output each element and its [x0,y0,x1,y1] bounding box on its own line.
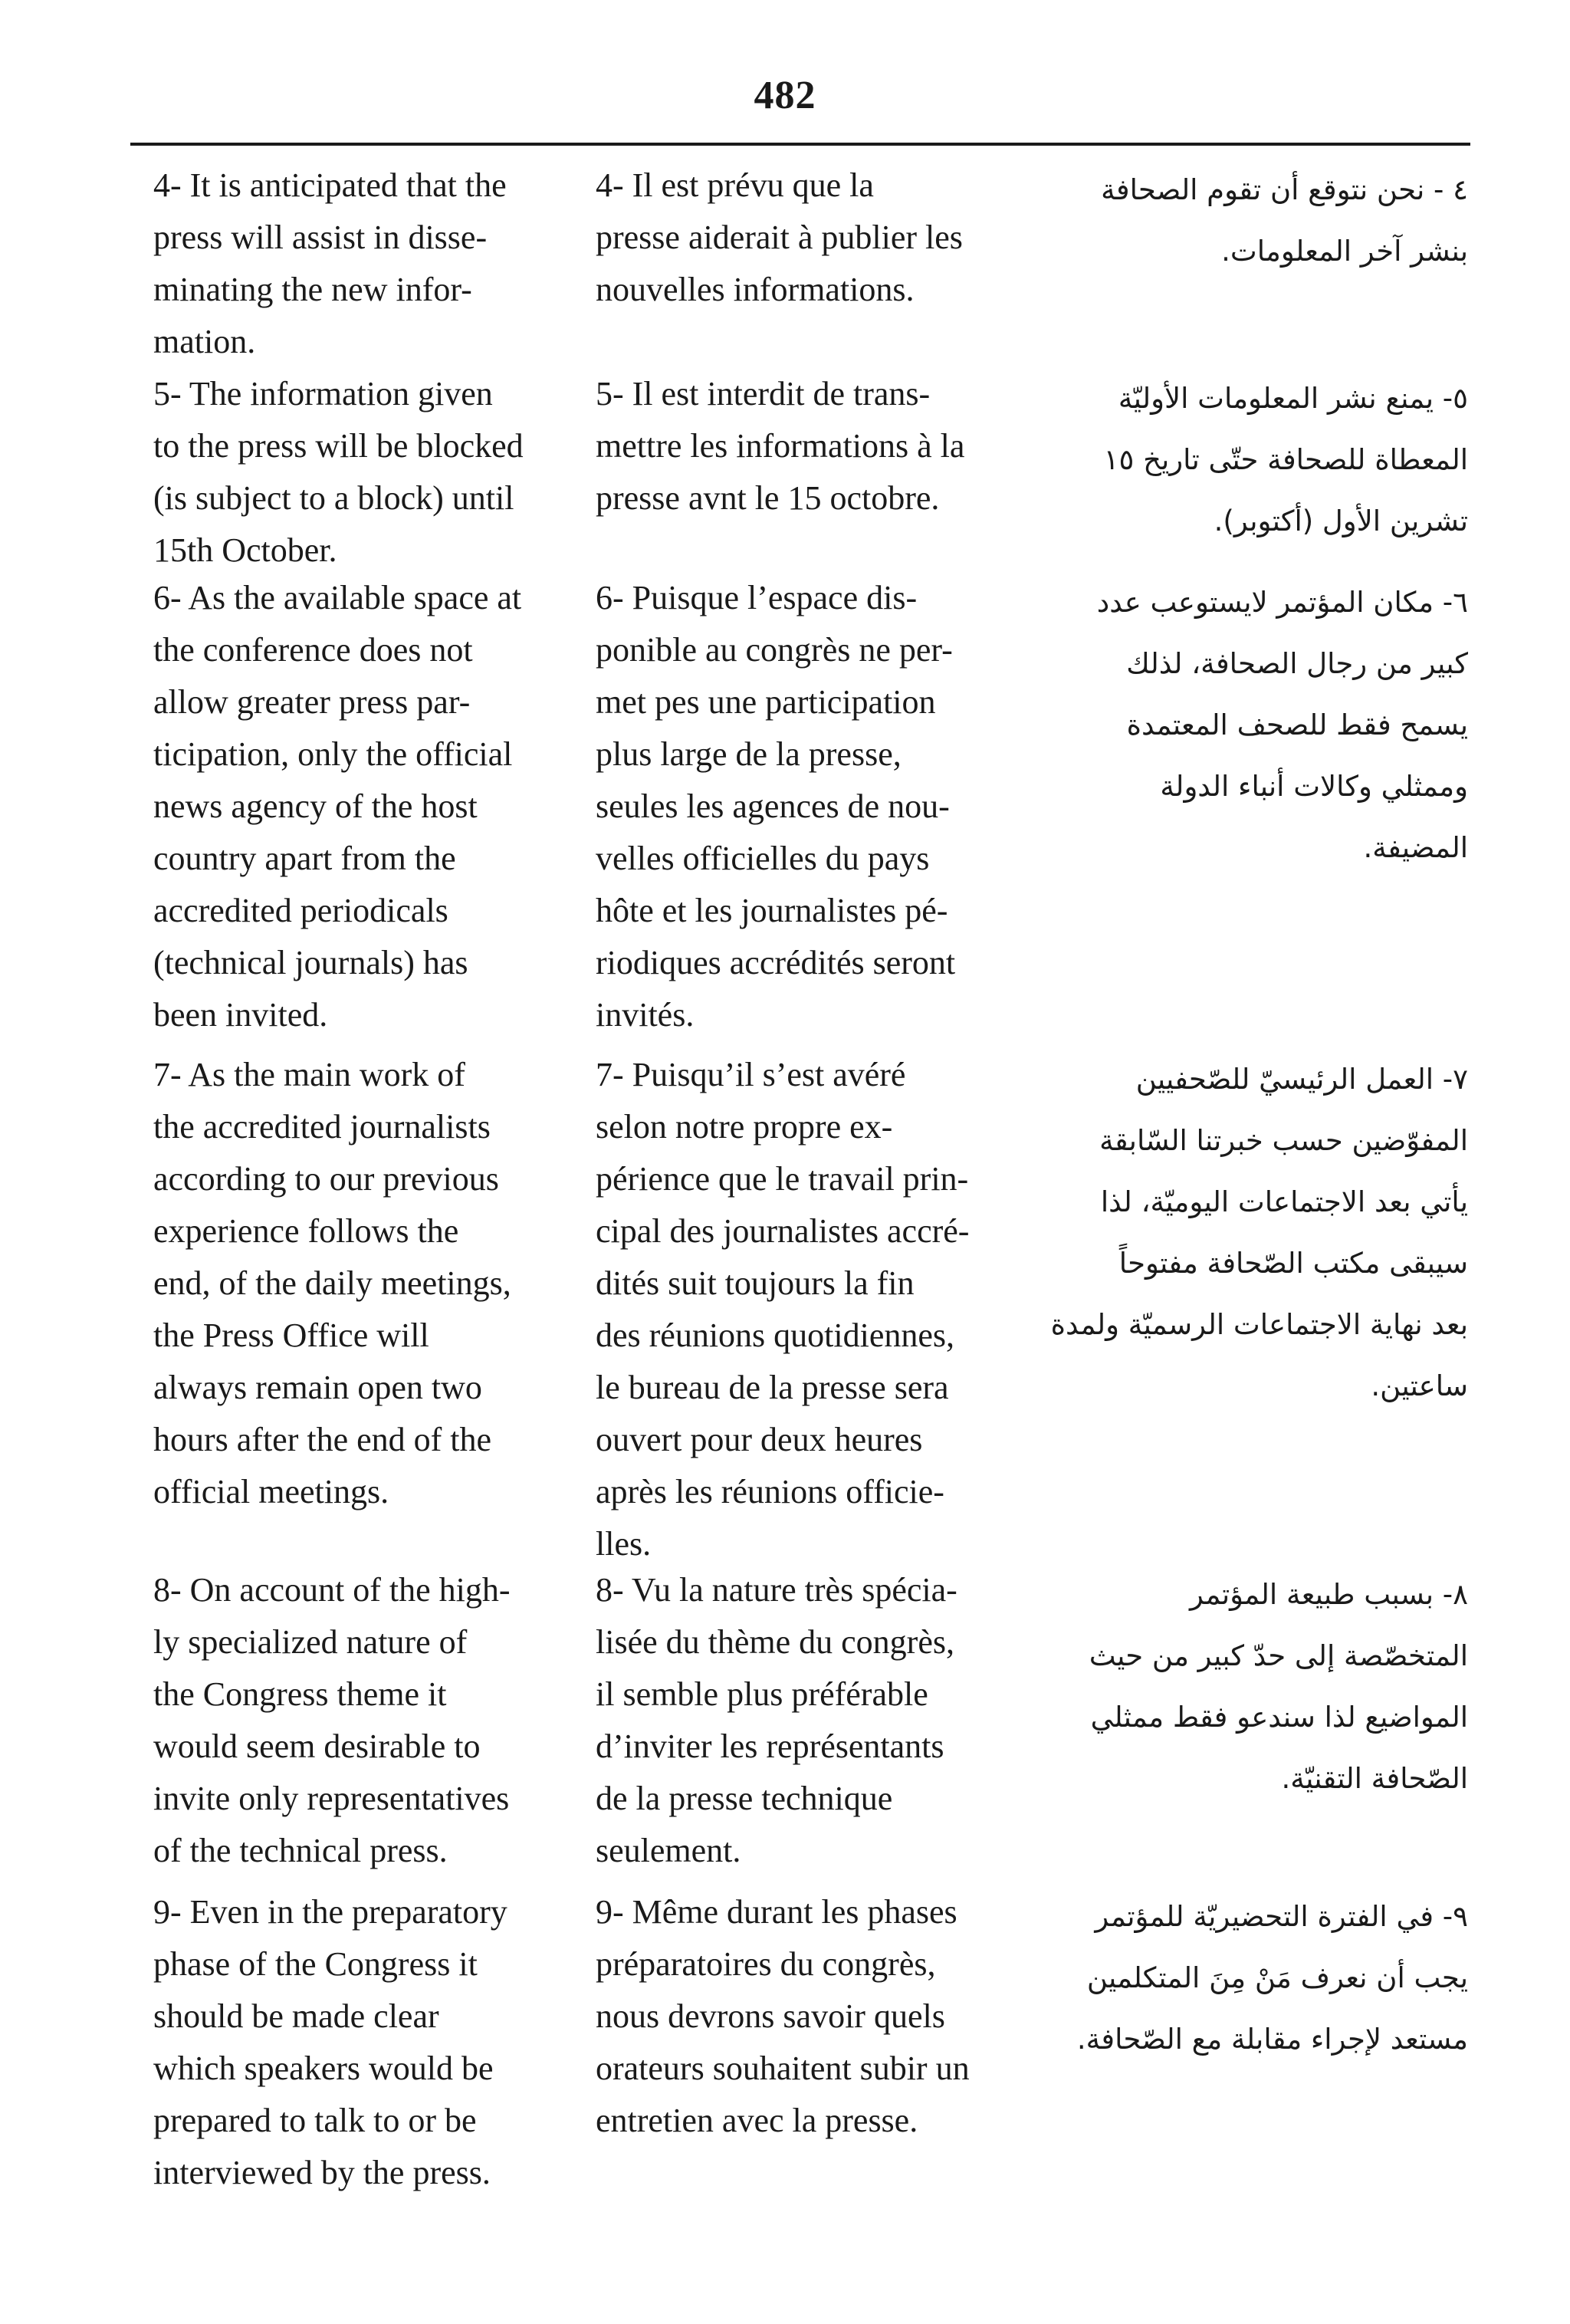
text-line: experience follows the [153,1212,459,1250]
text-line: ly specialized nature of [153,1623,468,1661]
text-line: ٨- بسبب طبيعة المؤتمر [1190,1578,1468,1611]
text-line: préparatoires du congrès, [596,1945,936,1983]
paragraph-fr [596,1564,1010,1877]
text-line: invités. [596,996,695,1034]
text-line: seules les agences de nou- [596,787,950,825]
text-line: plus large de la presse, [596,735,902,773]
text-line: يسمح فقط للصحف المعتمدة [1126,708,1468,741]
text-line: 6- As the available space at [153,579,522,616]
text-line: 7- Puisqu’il s’est avéré [596,1056,906,1093]
text-line: 6- Puisque l’espace dis- [596,579,918,616]
paragraph-ar [1043,1886,1468,2070]
text-line: phase of the Congress it [153,1945,478,1983]
text-line: hours after the end of the [153,1421,492,1458]
paragraph-fr [596,159,1010,316]
text-line: بنشر آخر المعلومات. [1221,235,1468,268]
paragraph-ar [1043,159,1468,282]
text-line: de la presse technique [596,1780,893,1817]
text-line: cipal des journalistes accré- [596,1212,970,1250]
text-line: the conference does not [153,631,473,669]
text-line: allow greater press par- [153,683,471,721]
text-line: تشرين الأول (أكتوبر). [1214,505,1468,537]
text-line: ٤ - نحن نتوقع أن تقوم الصحافة [1101,173,1468,206]
text-line: يجب أن نعرف مَنْ مِنَ المتكلمين [1086,1961,1468,1994]
text-line: المعطاة للصحافة حتّى تاريخ ١٥ [1103,443,1468,476]
text-line: 9- Même durant les phases [596,1893,957,1931]
text-line: seulement. [596,1832,741,1869]
text-line: presse avnt le 15 octobre. [596,479,940,517]
paragraph-en [153,1049,566,1518]
text-line: interviewed by the press. [153,2154,491,2191]
text-line: مستعد لإجراء مقابلة مع الصّحافة. [1076,2023,1468,2056]
text-line: ٦- مكان المؤتمر لايستوعب عدد [1096,586,1468,619]
text-line: presse aiderait à publier les [596,219,963,256]
text-line: the Press Office will [153,1316,429,1354]
text-line: lles. [596,1525,652,1563]
text-line: 4- Il est prévu que la [596,166,874,204]
text-line: الصّحافة التقنيّة. [1281,1762,1468,1795]
text-line: hôte et les journalistes pé- [596,892,948,929]
text-line: المضيفة. [1363,831,1468,864]
text-line: prepared to talk to or be [153,2102,477,2139]
text-line: should be made clear [153,1997,439,2035]
paragraph-ar [1043,1049,1468,1417]
text-line: il semble plus préférable [596,1675,928,1713]
text-line: mettre les informations à la [596,427,965,465]
text-line: accredited periodicals [153,892,448,929]
paragraph-ar [1043,572,1468,879]
paragraph-fr [596,1886,1010,2147]
text-line: mation. [153,323,256,360]
text-line: (is subject to a block) until [153,479,514,517]
text-line: المتخصّصة إلى حدّ كبير من حيث [1089,1639,1468,1672]
text-line: which speakers would be [153,2050,494,2087]
text-line: ouvert pour deux heures [596,1421,923,1458]
text-line: 9- Even in the preparatory [153,1893,507,1931]
text-line: lisée du thème du congrès, [596,1623,954,1661]
text-line: nouvelles informations. [596,271,915,308]
text-line: سيبقى مكتب الصّحافة مفتوحاً [1118,1247,1468,1280]
text-line: ticipation, only the official [153,735,513,773]
text-line: to the press will be blocked [153,427,524,465]
text-line: ponible au congrès ne per- [596,631,953,669]
text-line: of the technical press. [153,1832,448,1869]
text-line: 15th October. [153,531,337,569]
text-line: 4- It is anticipated that the [153,166,507,204]
text-line: بعد نهاية الاجتماعات الرسميّة ولمدة [1050,1308,1468,1341]
text-line: 8- On account of the high- [153,1571,511,1609]
text-line: 5- Il est interdit de trans- [596,375,931,413]
paragraph-ar [1043,1564,1468,1810]
paragraph-fr [596,1049,1010,1570]
text-line: après les réunions officie- [596,1473,944,1510]
text-line: المفوّضين حسب خبرتنا السّابقة [1099,1124,1468,1157]
text-line: official meetings. [153,1473,389,1510]
text-line: end, of the daily meetings, [153,1264,511,1302]
text-line: كبير من رجال الصحافة، لذلك [1126,647,1468,680]
text-line: ٧- العمل الرئيسيّ للصّحفيين [1135,1063,1468,1096]
paragraph-en [153,159,566,368]
text-line: nous devrons savoir quels [596,1997,945,2035]
text-line: met pes une participation [596,683,936,721]
text-line: would seem desirable to [153,1727,481,1765]
paragraph-fr [596,368,1010,524]
text-line: entretien avec la presse. [596,2102,918,2139]
text-line: ساعتين. [1371,1369,1468,1402]
text-line: minating the new infor- [153,271,472,308]
page-number: 482 [754,74,816,117]
text-line: orateurs souhaitent subir un [596,2050,970,2087]
text-line: المواضيع لذا سندعو فقط ممثلي [1090,1701,1468,1734]
text-line: been invited. [153,996,328,1034]
text-line: news agency of the host [153,787,478,825]
text-line: périence que le travail prin- [596,1160,969,1198]
text-line: dités suit toujours la fin [596,1264,915,1302]
text-line: 7- As the main work of [153,1056,465,1093]
text-line: country apart from the [153,840,456,877]
paragraph-fr [596,572,1010,1041]
text-line: always remain open two [153,1369,482,1406]
text-line: the Congress theme it [153,1675,447,1713]
paragraph-ar [1043,368,1468,552]
paragraph-en [153,572,566,1041]
text-line: ٥- يمنع نشر المعلومات الأوليّة [1118,382,1468,415]
paragraph-en [153,1886,566,2199]
paragraph-en [153,1564,566,1877]
text-line: وممثلي وكالات أنباء الدولة [1160,770,1468,803]
text-line: the accredited journalists [153,1108,491,1146]
text-line: according to our previous [153,1160,499,1198]
text-line: le bureau de la presse sera [596,1369,949,1406]
paragraph-en [153,368,566,577]
text-line: velles officielles du pays [596,840,930,877]
text-line: d’inviter les représentants [596,1727,944,1765]
text-line: (technical journals) has [153,944,468,981]
text-line: 5- The information given [153,375,493,413]
text-line: ٩- في الفترة التحضيريّة للمؤتمر [1095,1900,1468,1933]
text-line: des réunions quotidiennes, [596,1316,955,1354]
text-line: selon notre propre ex- [596,1108,893,1146]
text-line: riodiques accrédités seront [596,944,956,981]
text-line: invite only representatives [153,1780,510,1817]
text-line: 8- Vu la nature très spécia- [596,1571,957,1609]
header-rule [130,143,1470,146]
text-line: يأتي بعد الاجتماعات اليوميّة، لذا [1100,1185,1468,1218]
text-line: press will assist in disse- [153,219,488,256]
